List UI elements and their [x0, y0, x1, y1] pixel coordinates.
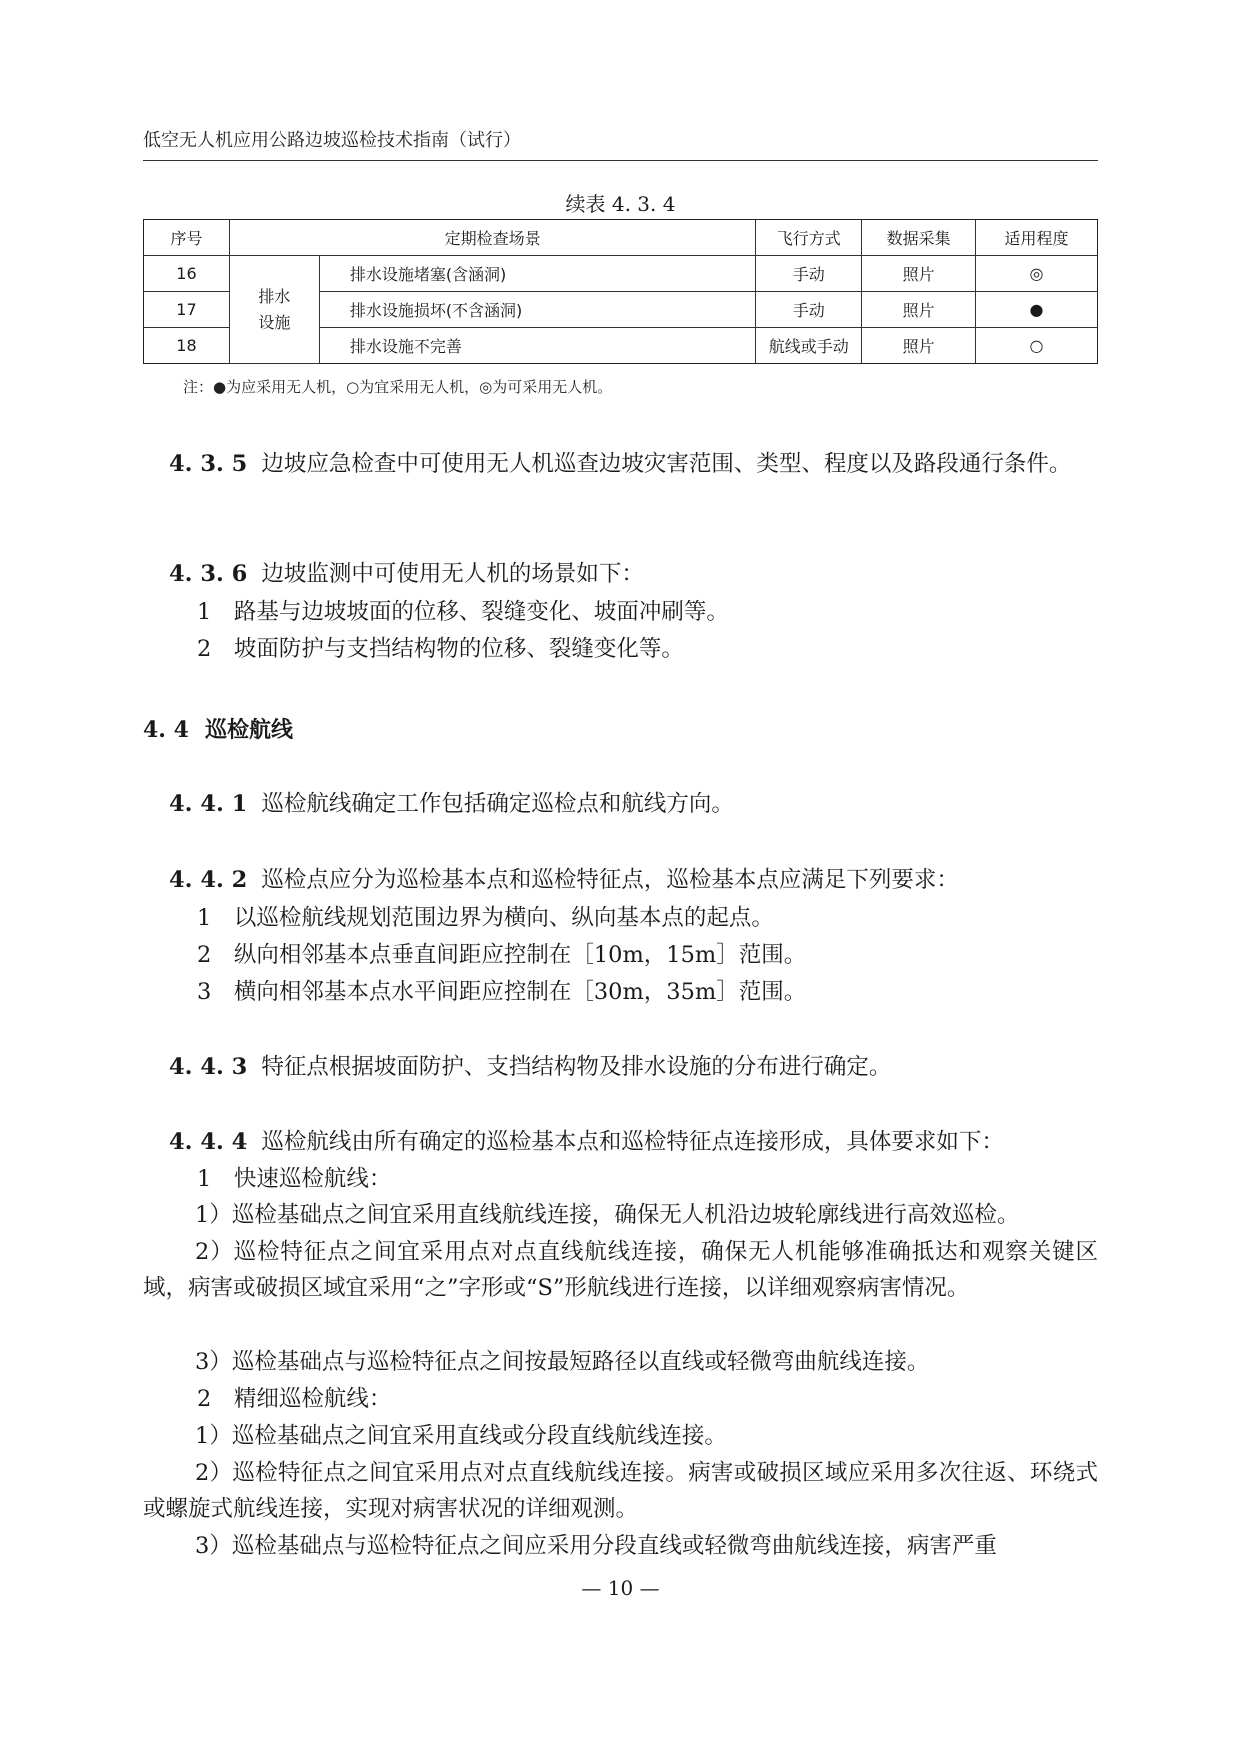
clause-number: 4. 3. 5: [169, 451, 248, 477]
section-number: 4. 4: [143, 717, 189, 743]
row-no: 17: [144, 292, 230, 328]
clause-4-4-4: [143, 1124, 1098, 1160]
list-item: 2 精细巡检航线：: [197, 1386, 392, 1412]
clause-4-4-3: [143, 1049, 1098, 1085]
clause-number: 4. 4. 1: [169, 791, 248, 817]
header-data: 数据采集: [862, 220, 976, 256]
row-flight: 手动: [756, 292, 862, 328]
section-heading: [143, 713, 293, 744]
row-level: ●: [976, 292, 1098, 328]
clause-4-3-6: [143, 556, 1098, 592]
clause-number: 4. 4. 2: [169, 867, 248, 893]
row-no: 18: [144, 328, 230, 364]
row-no: 16: [144, 256, 230, 292]
section-title: 巡检航线: [204, 717, 293, 743]
row-flight: 手动: [756, 256, 862, 292]
list-item: 1 快速巡检航线：: [197, 1166, 392, 1192]
list-subitem: 1）巡检基础点之间宜采用直线或分段直线航线连接。: [195, 1423, 727, 1449]
clause-text: 巡检航线确定工作包括确定巡检点和航线方向。: [261, 791, 734, 817]
row-level: ○: [976, 328, 1098, 364]
header-scene: 定期检查场景: [229, 220, 755, 256]
page-number: — 10 —: [581, 1576, 660, 1600]
header-no: 序号: [144, 220, 230, 256]
list-subitem: 1）巡检基础点之间宜采用直线航线连接，确保无人机沿边坡轮廓线进行高效巡检。: [195, 1202, 1020, 1228]
row-scene: 排水设施堵塞(含涵洞): [319, 256, 756, 292]
category-cell: 排水 设施: [229, 256, 319, 364]
clause-4-4-1: [143, 786, 1098, 822]
row-flight: 航线或手动: [756, 328, 862, 364]
row-scene: 排水设施不完善: [319, 328, 756, 364]
list-item: 2 坡面防护与支挡结构物的位移、裂缝变化等。: [197, 636, 684, 662]
clause-number: 4. 4. 3: [169, 1054, 248, 1080]
running-header: [143, 126, 1098, 161]
header-flight: 飞行方式: [756, 220, 862, 256]
list-item: 1 路基与边坡坡面的位移、裂缝变化、坡面冲刷等。: [197, 599, 729, 625]
clause-4-3-5: [143, 446, 1098, 482]
clause-4-4-2: [143, 862, 1098, 898]
clause-text: 边坡应急检查中可使用无人机巡查边坡灾害范围、类型、程度以及路段通行条件。: [261, 451, 1072, 477]
table-title: 续表 4. 3. 4: [565, 192, 676, 216]
table-header-row: [144, 220, 1098, 256]
clause-text: 边坡监测中可使用无人机的场景如下：: [261, 561, 644, 587]
list-item: 2 纵向相邻基本点垂直间距应控制在［10m，15m］范围。: [197, 942, 807, 968]
clause-number: 4. 3. 6: [169, 561, 248, 587]
row-data: 照片: [862, 328, 976, 364]
table-row: [144, 256, 1098, 292]
row-scene: 排水设施损坏(不含涵洞): [319, 292, 756, 328]
list-item: 1 以巡检航线规划范围边界为横向、纵向基本点的起点。: [197, 905, 774, 931]
row-level: ◎: [976, 256, 1098, 292]
running-title: 低空无人机应用公路边坡巡检技术指南（试行）: [143, 130, 521, 151]
row-data: 照片: [862, 292, 976, 328]
row-data: 照片: [862, 256, 976, 292]
list-item: 3 横向相邻基本点水平间距应控制在［30m，35m］范围。: [197, 979, 807, 1005]
table-note: 注：●为应采用无人机，○为宜采用无人机，◎为可采用无人机。: [183, 378, 613, 396]
header-level: 适用程度: [976, 220, 1098, 256]
list-subitem: 2）巡检特征点之间宜采用点对点直线航线连接，确保无人机能够准确抵达和观察关键区域，病害或破损区域宜采用“之”字形或“S”形航线进行连接，以详细观察病害情况。: [143, 1239, 1098, 1301]
clause-text: 巡检点应分为巡检基本点和巡检特征点，巡检基本点应满足下列要求：: [261, 867, 959, 893]
inspection-table: [143, 219, 1098, 364]
clause-number: 4. 4. 4: [169, 1129, 248, 1155]
clause-text: 巡检航线由所有确定的巡检基本点和巡检特征点连接形成，具体要求如下：: [261, 1129, 1004, 1155]
list-subitem: 2）巡检特征点之间宜采用点对点直线航线连接。病害或破损区域应采用多次往返、环绕式或螺旋式航线连接，实现对病害状况的详细观测。: [143, 1460, 1098, 1522]
list-subitem: 3）巡检基础点与巡检特征点之间按最短路径以直线或轻微弯曲航线连接。: [195, 1349, 930, 1375]
clause-text: 特征点根据坡面防护、支挡结构物及排水设施的分布进行确定。: [261, 1054, 892, 1080]
list-subitem: 3）巡检基础点与巡检特征点之间应采用分段直线或轻微弯曲航线连接，病害严重: [195, 1533, 997, 1559]
